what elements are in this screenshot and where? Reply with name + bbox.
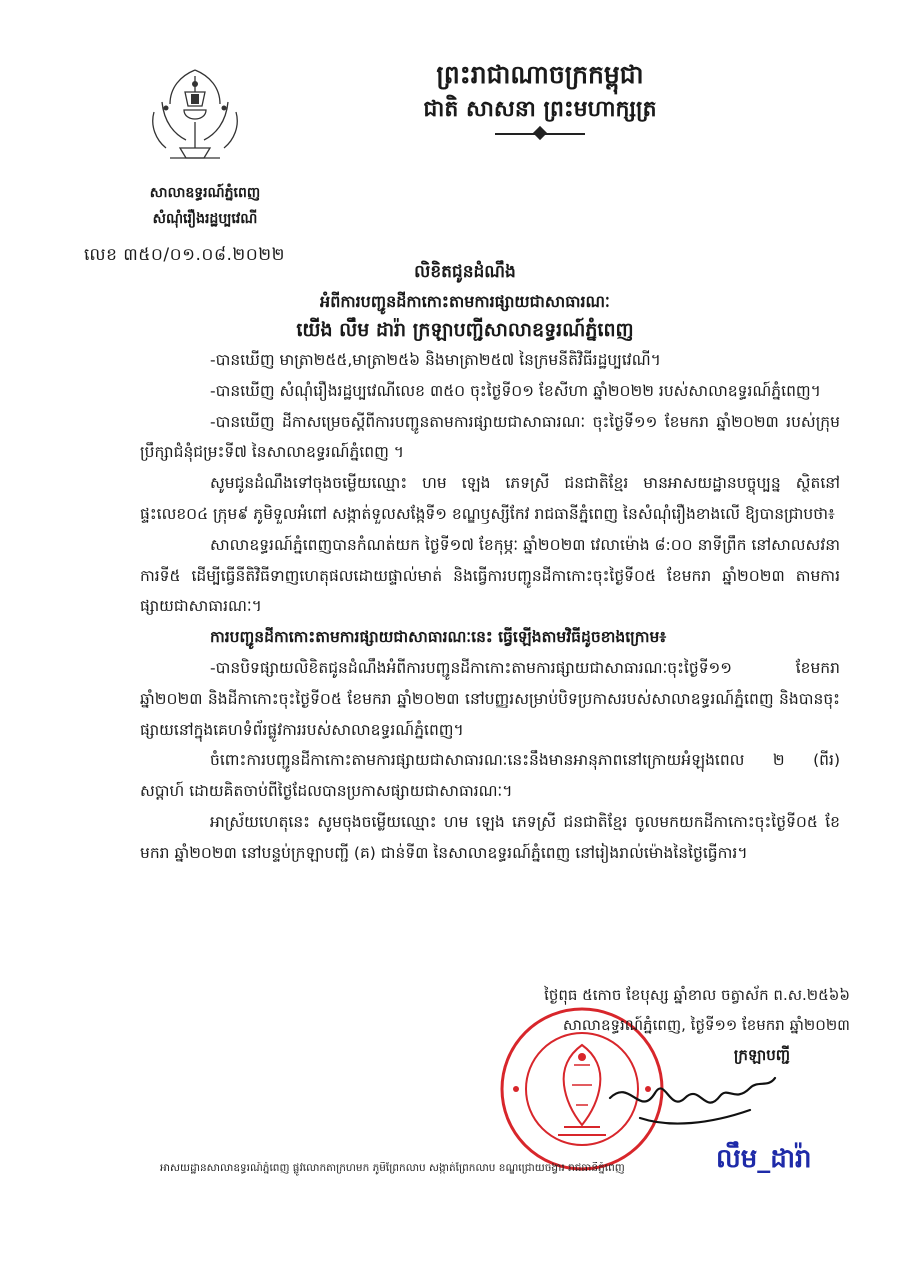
- solar-date: សាលាឧទ្ធរណ៍ភ្នំពេញ, ថ្ងៃទី១១ ខែមករា ឆ្នាំ២០២៣: [562, 1016, 850, 1034]
- letter-title: លិខិតជូនដំណឹង: [414, 262, 516, 282]
- signer-role: ក្រឡាបញ្ជី: [733, 1046, 790, 1064]
- paragraph: អាស្រ័យហេតុនេះ សូមចុងចម្លើយឈ្មោះ ហម ឡេង ភេទស្រី ជនជាតិខ្មែរ ចូលមកយកដីកាកោះចុះថ្ងៃទី០៥ ខែមករា ឆ្នាំ២០២៣ នៅបន្ទប់ក្រឡាបញ្ជី (គ) ជាន់ទី៣ នៃសាលាឧទ្ធរណ៍ភ្នំពេញ នៅរៀងរាល់ម៉ោងនៃថ្ងៃធ្វើការ។: [140, 812, 840, 862]
- kingdom-header: [360, 58, 720, 138]
- ornament-divider: [495, 128, 585, 138]
- paragraph: -បានឃើញ ដីកាសម្រេចស្តីពីការបញ្ជូនតាមការផ្សាយជាសាធារណៈ ចុះថ្ងៃទី១១ ខែមករា ឆ្នាំ២០២៣ របស់ក្រុមប្រឹក្សាជំនុំជម្រះទី៧ នៃសាលាឧទ្ធរណ៍ភ្នំពេញ ។: [140, 412, 840, 462]
- footer-address: អាសយដ្ឋានសាលាឧទ្ធរណ៍ភ្នំពេញ ផ្លូវលោកតាក្រហមក ភូមិព្រែកលាប សង្កាត់ព្រែកលាប ខណ្ឌជ្រោយចង្វារ រាជធានីភ្នំពេញ: [160, 1162, 625, 1174]
- letter-titles: [140, 258, 790, 345]
- paragraph: សាលាឧទ្ធរណ៍ភ្នំពេញបានកំណត់យក ថ្ងៃទី១៧ ខែកុម្ភៈ ឆ្នាំ២០២៣ វេលាម៉ោង ៨:០០ នាទីព្រឹក នៅសាលសវនាការទី៥ ដើម្បីធ្វើនីតិវិធីទាញហេតុផលដោយផ្ទាល់មាត់ និងធ្វើការបញ្ជូនដីកាកោះចុះថ្ងៃទី០៥ ខែមករា ឆ្នាំ២០២៣ តាមការផ្សាយជាសាធារណៈ។: [140, 535, 840, 616]
- kingdom-title: ព្រះរាជាណាចក្រកម្ពុជា: [436, 60, 644, 89]
- lunar-date: ថ្ងៃពុធ ៥កោច ខែបុស្ស ឆ្នាំខាល ចត្វាស័ក ព.ស.២៥៦៦: [544, 986, 850, 1004]
- paragraph: -បានឃើញ មាត្រា២៥៥,មាត្រា២៥៦ និងមាត្រា២៥៧ នៃក្រមនីតិវិធីរដ្ឋប្បវេណី។: [210, 351, 661, 369]
- letter-body: [140, 345, 840, 869]
- handwritten-signature: [600, 1058, 780, 1138]
- signer-name: លឹម_ដារ៉ា: [716, 1144, 812, 1174]
- date-block: [420, 980, 850, 1070]
- reference-number: លេខ ៣៥០/០១.០៨.២០២២: [84, 245, 286, 265]
- paragraph: សូមជូនដំណឹងទៅចុងចម្លើយឈ្មោះ ហម ឡេង ភេទស្រី ជនជាតិខ្មែរ មានអាសយដ្ឋានបច្ចុប្បន្ន ស្ថិតនៅផ្ទះលេខ០៤ ក្រុម៩ ភូមិទួលអំពៅ សង្កាត់ទួលសង្កែទី១ ខណ្ឌឫស្សីកែវ រាជធានីភ្នំពេញ នៃសំណុំរឿងខាងលើ ឱ្យបានជ្រាបថា៖: [140, 474, 840, 523]
- letter-subject: អំពីការបញ្ជូនដីកាកោះតាមការផ្សាយជាសាធារណៈ: [320, 292, 610, 311]
- court-header: [100, 180, 310, 232]
- court-office: សំណុំរឿងរដ្ឋប្បវេណី: [152, 211, 258, 227]
- paragraph: -បានបិទផ្សាយលិខិតជូនដំណឹងអំពីការបញ្ជូនដីកាកោះតាមការផ្សាយជាសាធារណៈចុះថ្ងៃទី១១ ខែមករា ឆ្នាំ២០២៣ និងដីកាកោះចុះថ្ងៃទី០៥ ខែមករា ឆ្នាំ២០២៣ នៅបញ្ញរសម្រាប់បិទប្រកាសរបស់សាលាឧទ្ធរណ៍ភ្នំពេញ និងបានចុះផ្សាយនៅក្នុងគេហទំព័រផ្លូវការរបស់សាលាឧទ្ធរណ៍ភ្នំពេញ។: [140, 658, 840, 739]
- paragraph: ចំពោះការបញ្ជូនដីកាកោះតាមការផ្សាយជាសាធារណៈនេះនឹងមានអានុភាពនៅក្រោយអំឡុងពេល ២ (ពីរ) សប្តាហ៍ ដោយគិតចាប់ពីថ្ងៃដែលបានប្រកាសផ្សាយជាសាធារណៈ។: [140, 751, 840, 801]
- royal-emblem-icon: [140, 62, 250, 172]
- court-name: សាលាឧទ្ធរណ៍ភ្នំពេញ: [149, 185, 261, 201]
- section-heading: ការបញ្ជូនដីកាកោះតាមការផ្សាយជាសាធារណៈនេះ ធ្វើឡើងតាមវិធីដូចខាងក្រោម៖: [210, 628, 667, 647]
- kingdom-motto: ជាតិ សាសនា ព្រះមហាក្សត្រ: [423, 96, 657, 122]
- paragraph: -បានឃើញ សំណុំរឿងរដ្ឋប្បវេណីលេខ ៣៥០ ចុះថ្ងៃទី០១ ខែសីហា ឆ្នាំ២០២២ របស់សាលាឧទ្ធរណ៍ភ្នំពេញ។: [210, 381, 821, 400]
- letter-issuer: យើង លឹម ដារ៉ា ក្រឡាបញ្ជីសាលាឧទ្ធរណ៍ភ្នំពេញ: [296, 319, 634, 341]
